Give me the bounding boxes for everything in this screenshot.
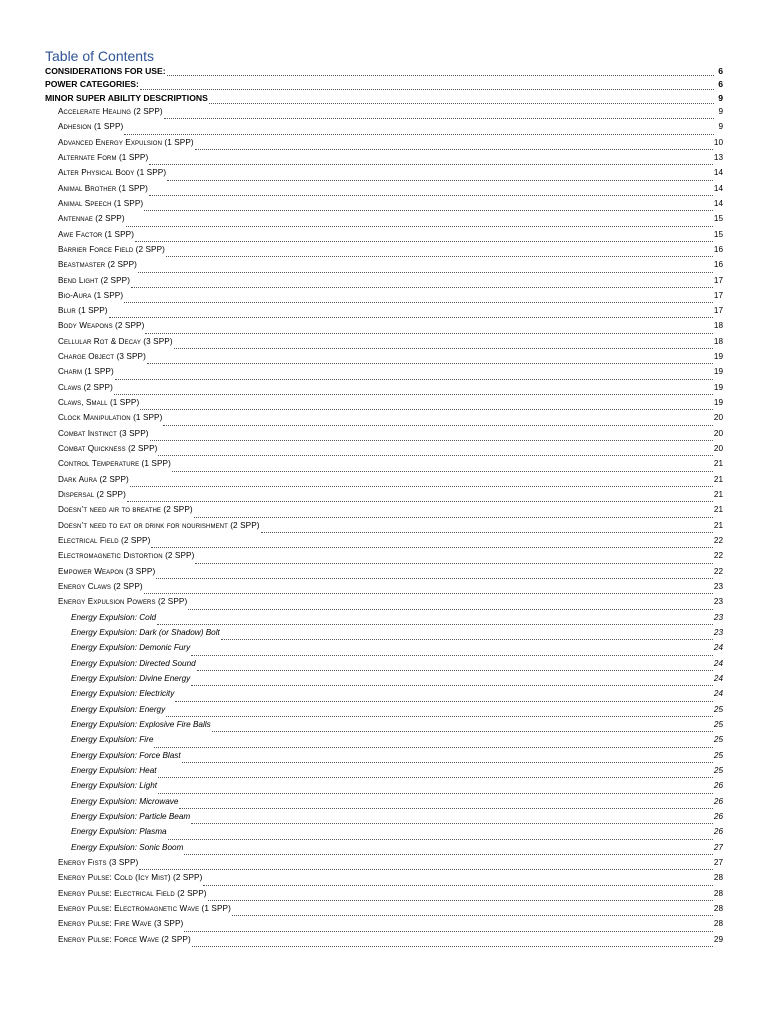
toc-entry-page-number: 16: [713, 260, 723, 270]
toc-entry-page-number: 6: [718, 79, 723, 90]
toc-entry-page-number: 18: [713, 336, 723, 346]
toc-entry[interactable]: [71, 659, 723, 674]
toc-entry-label: Blur (1 SPP): [58, 306, 108, 316]
toc-entry[interactable]: [58, 276, 723, 291]
toc-entry-page-number: 21: [713, 459, 723, 469]
toc-entry-page-number: 27: [713, 842, 723, 852]
toc-entry[interactable]: [58, 551, 723, 566]
toc-entry-page-number: 26: [713, 796, 723, 806]
dot-leader: [139, 869, 713, 870]
dot-leader: [154, 747, 713, 748]
dot-leader: [232, 915, 713, 916]
toc-entry[interactable]: [58, 199, 723, 214]
toc-entry-page-number: 17: [713, 290, 723, 300]
toc-entry-page-number: 25: [713, 704, 723, 714]
dot-leader: [182, 762, 713, 763]
dot-leader: [124, 302, 713, 303]
dot-leader: [166, 716, 713, 717]
toc-entry-label: Energy Pulse: Cold (Icy Mist) (2 SPP): [58, 873, 203, 883]
dot-leader: [140, 89, 714, 90]
toc-entry-page-number: 19: [713, 382, 723, 392]
toc-entry-label: POWER CATEGORIES:: [45, 79, 139, 90]
toc-entry-label: Energy Expulsion: Particle Beam: [71, 811, 191, 821]
toc-entry-page-number: 20: [713, 413, 723, 423]
toc-entry-page-number: 19: [713, 398, 723, 408]
toc-entry-label: Barrier Force Field (2 SPP): [58, 244, 165, 254]
toc-entry-label: Energy Expulsion: Light: [71, 781, 158, 791]
toc-entry-page-number: 17: [713, 275, 723, 285]
toc-entry-page-number: 10: [713, 137, 723, 147]
toc-entry[interactable]: [58, 505, 723, 520]
toc-entry-label: Energy Expulsion: Cold: [71, 612, 157, 622]
dot-leader: [166, 256, 713, 257]
toc-entry-label: Bend Light (2 SPP): [58, 275, 131, 285]
toc-entry-label: Energy Expulsion: Plasma: [71, 827, 167, 837]
toc-entry-page-number: 24: [713, 643, 723, 653]
toc-entry-label: CONSIDERATIONS FOR USE:: [45, 65, 166, 76]
toc-entry-page-number: 24: [713, 658, 723, 668]
dot-leader: [109, 317, 713, 318]
dot-leader: [174, 348, 713, 349]
toc-entry-label: Electrical Field (2 SPP): [58, 536, 151, 546]
toc-entry-page-number: 21: [713, 490, 723, 500]
toc-entry[interactable]: [58, 444, 723, 459]
toc-entry[interactable]: [58, 935, 723, 950]
toc-entry[interactable]: [58, 383, 723, 398]
dot-leader: [149, 164, 713, 165]
toc-entry-label: Alter Physical Body (1 SPP): [58, 168, 167, 178]
dot-leader: [144, 210, 713, 211]
toc-entry-page-number: 14: [713, 168, 723, 178]
toc-entry[interactable]: [58, 107, 723, 122]
toc-entry[interactable]: [71, 812, 723, 827]
toc-entry-page-number: 26: [713, 827, 723, 837]
toc-entry-label: Advanced Energy Expulsion (1 SPP): [58, 137, 194, 147]
dot-leader: [130, 486, 713, 487]
toc-entry[interactable]: [58, 582, 723, 597]
toc-entry-label: Energy Expulsion: Fire: [71, 735, 154, 745]
toc-entry-page-number: 9: [718, 122, 723, 132]
toc-entry-page-number: 24: [713, 674, 723, 684]
toc-entry-label: Alternate Form (1 SPP): [58, 152, 149, 162]
toc-entry-page-number: 25: [713, 750, 723, 760]
toc-entry[interactable]: [71, 735, 723, 750]
toc-entry-page-number: 16: [713, 244, 723, 254]
toc-entry-label: Accelerate Healing (2 SPP): [58, 106, 163, 116]
toc-entry[interactable]: [58, 429, 723, 444]
toc-entry[interactable]: [71, 689, 723, 704]
toc-entry[interactable]: [58, 567, 723, 582]
toc-entry[interactable]: [58, 321, 723, 336]
dot-leader: [212, 731, 713, 732]
dot-leader: [184, 854, 712, 855]
toc-entry[interactable]: [71, 797, 723, 812]
dot-leader: [172, 471, 713, 472]
dot-leader: [151, 547, 712, 548]
toc-entry-label: Animal Brother (1 SPP): [58, 183, 149, 193]
toc-entry-page-number: 23: [713, 612, 723, 622]
toc-entry[interactable]: [58, 230, 723, 245]
dot-leader: [184, 931, 713, 932]
dot-leader: [191, 685, 713, 686]
dot-leader: [158, 793, 713, 794]
dot-leader: [209, 103, 714, 104]
toc-entry-page-number: 20: [713, 444, 723, 454]
toc-entry-label: Doesn’t need to eat or drink for nourishment (2 SPP): [58, 520, 260, 530]
toc-entry-label: Energy Expulsion: Sonic Boom: [71, 842, 184, 852]
dot-leader: [124, 134, 714, 135]
toc-entry-label: Energy Fists (3 SPP): [58, 857, 139, 867]
toc-entry[interactable]: [58, 904, 723, 919]
dot-leader: [158, 455, 712, 456]
toc-entry[interactable]: [58, 413, 723, 428]
toc-entry-label: MINOR SUPER ABILITY DESCRIPTIONS: [45, 93, 208, 104]
toc-entry-label: Charm (1 SPP): [58, 367, 114, 377]
dot-leader: [115, 379, 713, 380]
toc-entry-label: Electromagnetic Distortion (2 SPP): [58, 551, 195, 561]
toc-entry[interactable]: [58, 536, 723, 551]
toc-entry[interactable]: [71, 674, 723, 689]
toc-entry-label: Energy Expulsion: Directed Sound: [71, 658, 196, 668]
toc-entry-label: Energy Pulse: Force Wave (2 SPP): [58, 934, 191, 944]
toc-entry-page-number: 9: [718, 93, 723, 104]
toc-entry-page-number: 19: [713, 352, 723, 362]
toc-entry-label: Energy Expulsion: Heat: [71, 766, 157, 775]
toc-entry-page-number: 21: [713, 505, 723, 515]
dot-leader: [140, 409, 713, 410]
dot-leader: [149, 195, 713, 196]
toc-entry-page-number: 14: [713, 198, 723, 208]
toc-entry[interactable]: [58, 352, 723, 367]
toc-entry[interactable]: [58, 873, 723, 888]
dot-leader: [164, 118, 714, 119]
dot-leader: [191, 655, 713, 656]
toc-entry-page-number: 17: [713, 306, 723, 316]
toc-entry-page-number: 28: [713, 888, 723, 898]
toc-entry-page-number: 13: [713, 152, 723, 162]
toc-entry[interactable]: [58, 367, 723, 382]
toc-entry-label: Animal Speech (1 SPP): [58, 198, 144, 208]
toc-entry-label: Claws, Small (1 SPP): [58, 398, 140, 408]
toc-entry[interactable]: [71, 643, 723, 658]
toc-entry-page-number: 15: [713, 214, 723, 224]
toc-entry-page-number: 25: [713, 766, 723, 775]
toc-entry-label: Energy Expulsion: Dark (or Shadow) Bolt: [71, 628, 220, 638]
toc-entry-label: Dispersal (2 SPP): [58, 490, 126, 500]
toc-entry[interactable]: [58, 475, 723, 490]
toc-entry-label: Clock Manipulation (1 SPP): [58, 413, 163, 423]
toc-entry[interactable]: [71, 628, 723, 643]
toc-entry-page-number: 28: [713, 919, 723, 929]
toc-entry-label: Body Weapons (2 SPP): [58, 321, 145, 331]
toc-entry[interactable]: [58, 153, 723, 168]
toc-entry[interactable]: [58, 919, 723, 934]
dot-leader: [147, 363, 713, 364]
toc-entry-label: Charge Object (3 SPP): [58, 352, 146, 362]
dot-leader: [167, 75, 714, 76]
dot-leader: [195, 149, 713, 150]
toc-entry-label: Energy Expulsion: Explosive Fire Balls: [71, 720, 211, 730]
toc-entry-label: Dark Aura (2 SPP): [58, 474, 129, 484]
toc-entry[interactable]: [58, 245, 723, 260]
dot-leader: [138, 272, 713, 273]
toc-entry-page-number: 14: [713, 183, 723, 193]
toc-entry[interactable]: [58, 889, 723, 904]
toc-entry[interactable]: [45, 79, 723, 93]
toc-entry[interactable]: [71, 766, 723, 781]
toc-entry-page-number: 20: [713, 428, 723, 438]
dot-leader: [144, 593, 713, 594]
dot-leader: [188, 609, 713, 610]
toc-entry-page-number: 18: [713, 321, 723, 331]
dot-leader: [145, 333, 712, 334]
toc-entry-label: Energy Pulse: Fire Wave (3 SPP): [58, 919, 184, 929]
dot-leader: [163, 425, 712, 426]
toc-entry[interactable]: [58, 337, 723, 352]
dot-leader: [179, 808, 712, 809]
toc-entry-label: Awe Factor (1 SPP): [58, 229, 135, 239]
toc-entry-label: Energy Expulsion Powers (2 SPP): [58, 597, 188, 607]
toc-entry-label: Energy Expulsion: Energy: [71, 704, 166, 714]
toc-entry[interactable]: [71, 705, 723, 720]
toc-entry[interactable]: [58, 122, 723, 137]
dot-leader: [114, 394, 713, 395]
dot-leader: [127, 501, 713, 502]
toc-entry-label: Energy Expulsion: Microwave: [71, 796, 179, 806]
dot-leader: [194, 517, 713, 518]
toc-entry[interactable]: [58, 521, 723, 536]
toc-entry-label: Energy Expulsion: Demonic Fury: [71, 643, 191, 653]
dot-leader: [156, 578, 713, 579]
toc-entry-page-number: 26: [713, 811, 723, 821]
toc-entry-label: Control Temperature (1 SPP): [58, 459, 171, 469]
toc-entry[interactable]: [58, 214, 723, 229]
dot-leader: [195, 563, 712, 564]
toc-entry-label: Combat Instinct (3 SPP): [58, 428, 149, 438]
toc-entry-page-number: 9: [718, 106, 723, 116]
toc-title: Table of Contents: [45, 48, 154, 64]
dot-leader: [131, 287, 713, 288]
toc-entry-page-number: 23: [713, 582, 723, 592]
toc-entry-label: Beastmaster (2 SPP): [58, 260, 137, 270]
dot-leader: [168, 839, 713, 840]
dot-leader: [261, 532, 713, 533]
dot-leader: [208, 900, 713, 901]
dot-leader: [135, 241, 713, 242]
dot-leader: [158, 777, 713, 778]
toc-entry-label: Doesn’t need air to breathe (2 SPP): [58, 505, 193, 515]
toc-entry-page-number: 23: [713, 628, 723, 638]
toc-entry[interactable]: [58, 291, 723, 306]
toc-entry[interactable]: [71, 843, 723, 858]
dot-leader: [126, 226, 713, 227]
toc-entry-label: Energy Pulse: Electromagnetic Wave (1 SPP): [58, 903, 231, 913]
toc-entry-page-number: 26: [713, 781, 723, 791]
toc-entry-page-number: 25: [713, 735, 723, 745]
toc-entry-page-number: 22: [713, 536, 723, 546]
toc-entry-page-number: 24: [713, 689, 723, 699]
toc-entry[interactable]: [58, 168, 723, 183]
toc-entry-label: Claws (2 SPP): [58, 382, 113, 392]
toc-entry[interactable]: [71, 781, 723, 796]
toc-list: [0, 66, 768, 950]
toc-entry-label: Cellular Rot & Decay (3 SPP): [58, 336, 173, 346]
toc-entry-page-number: 21: [713, 474, 723, 484]
toc-entry-page-number: 22: [713, 566, 723, 576]
dot-leader: [157, 624, 713, 625]
toc-entry-label: Combat Quickness (2 SPP): [58, 444, 158, 454]
toc-entry[interactable]: [71, 720, 723, 735]
toc-entry-page-number: 23: [713, 597, 723, 607]
dot-leader: [175, 701, 713, 702]
toc-entry-page-number: 25: [713, 720, 723, 730]
toc-entry-label: Energy Expulsion: Electricity: [71, 689, 175, 699]
toc-entry[interactable]: [45, 66, 723, 80]
toc-entry-page-number: 6: [718, 65, 723, 76]
dot-leader: [221, 639, 713, 640]
toc-entry-page-number: 29: [713, 934, 723, 944]
toc-entry-page-number: 19: [713, 367, 723, 377]
toc-entry-page-number: 21: [713, 520, 723, 530]
toc-entry[interactable]: [71, 613, 723, 628]
toc-entry[interactable]: [58, 306, 723, 321]
toc-entry-label: Empower Weapon (3 SPP): [58, 566, 156, 576]
toc-entry[interactable]: [58, 597, 723, 612]
dot-leader: [150, 440, 713, 441]
dot-leader: [167, 180, 713, 181]
toc-entry[interactable]: [71, 827, 723, 842]
toc-entry-page-number: 22: [713, 551, 723, 561]
toc-entry-page-number: 28: [713, 873, 723, 883]
dot-leader: [197, 670, 713, 671]
toc-entry-label: Energy Claws (2 SPP): [58, 582, 143, 592]
toc-entry-label: Energy Expulsion: Force Blast: [71, 750, 181, 760]
toc-entry-label: Adhesion (1 SPP): [58, 122, 124, 132]
toc-entry-page-number: 28: [713, 903, 723, 913]
dot-leader: [203, 885, 712, 886]
toc-entry[interactable]: [45, 93, 723, 107]
toc-entry-label: Energy Pulse: Electrical Field (2 SPP): [58, 888, 207, 898]
toc-entry-label: Bio-Aura (1 SPP): [58, 290, 124, 300]
toc-entry-label: Energy Expulsion: Divine Energy: [71, 674, 191, 684]
dot-leader: [191, 823, 713, 824]
dot-leader: [192, 946, 713, 947]
toc-entry-page-number: 27: [713, 857, 723, 867]
toc-entry-page-number: 15: [713, 229, 723, 239]
toc-entry[interactable]: [58, 138, 723, 153]
toc-entry[interactable]: [58, 184, 723, 199]
toc-entry-label: Antennae (2 SPP): [58, 214, 125, 224]
toc-entry[interactable]: [58, 398, 723, 413]
toc-entry[interactable]: [71, 751, 723, 766]
toc-entry[interactable]: [58, 490, 723, 505]
toc-entry[interactable]: [58, 260, 723, 275]
toc-entry[interactable]: [58, 459, 723, 474]
toc-entry[interactable]: [58, 858, 723, 873]
